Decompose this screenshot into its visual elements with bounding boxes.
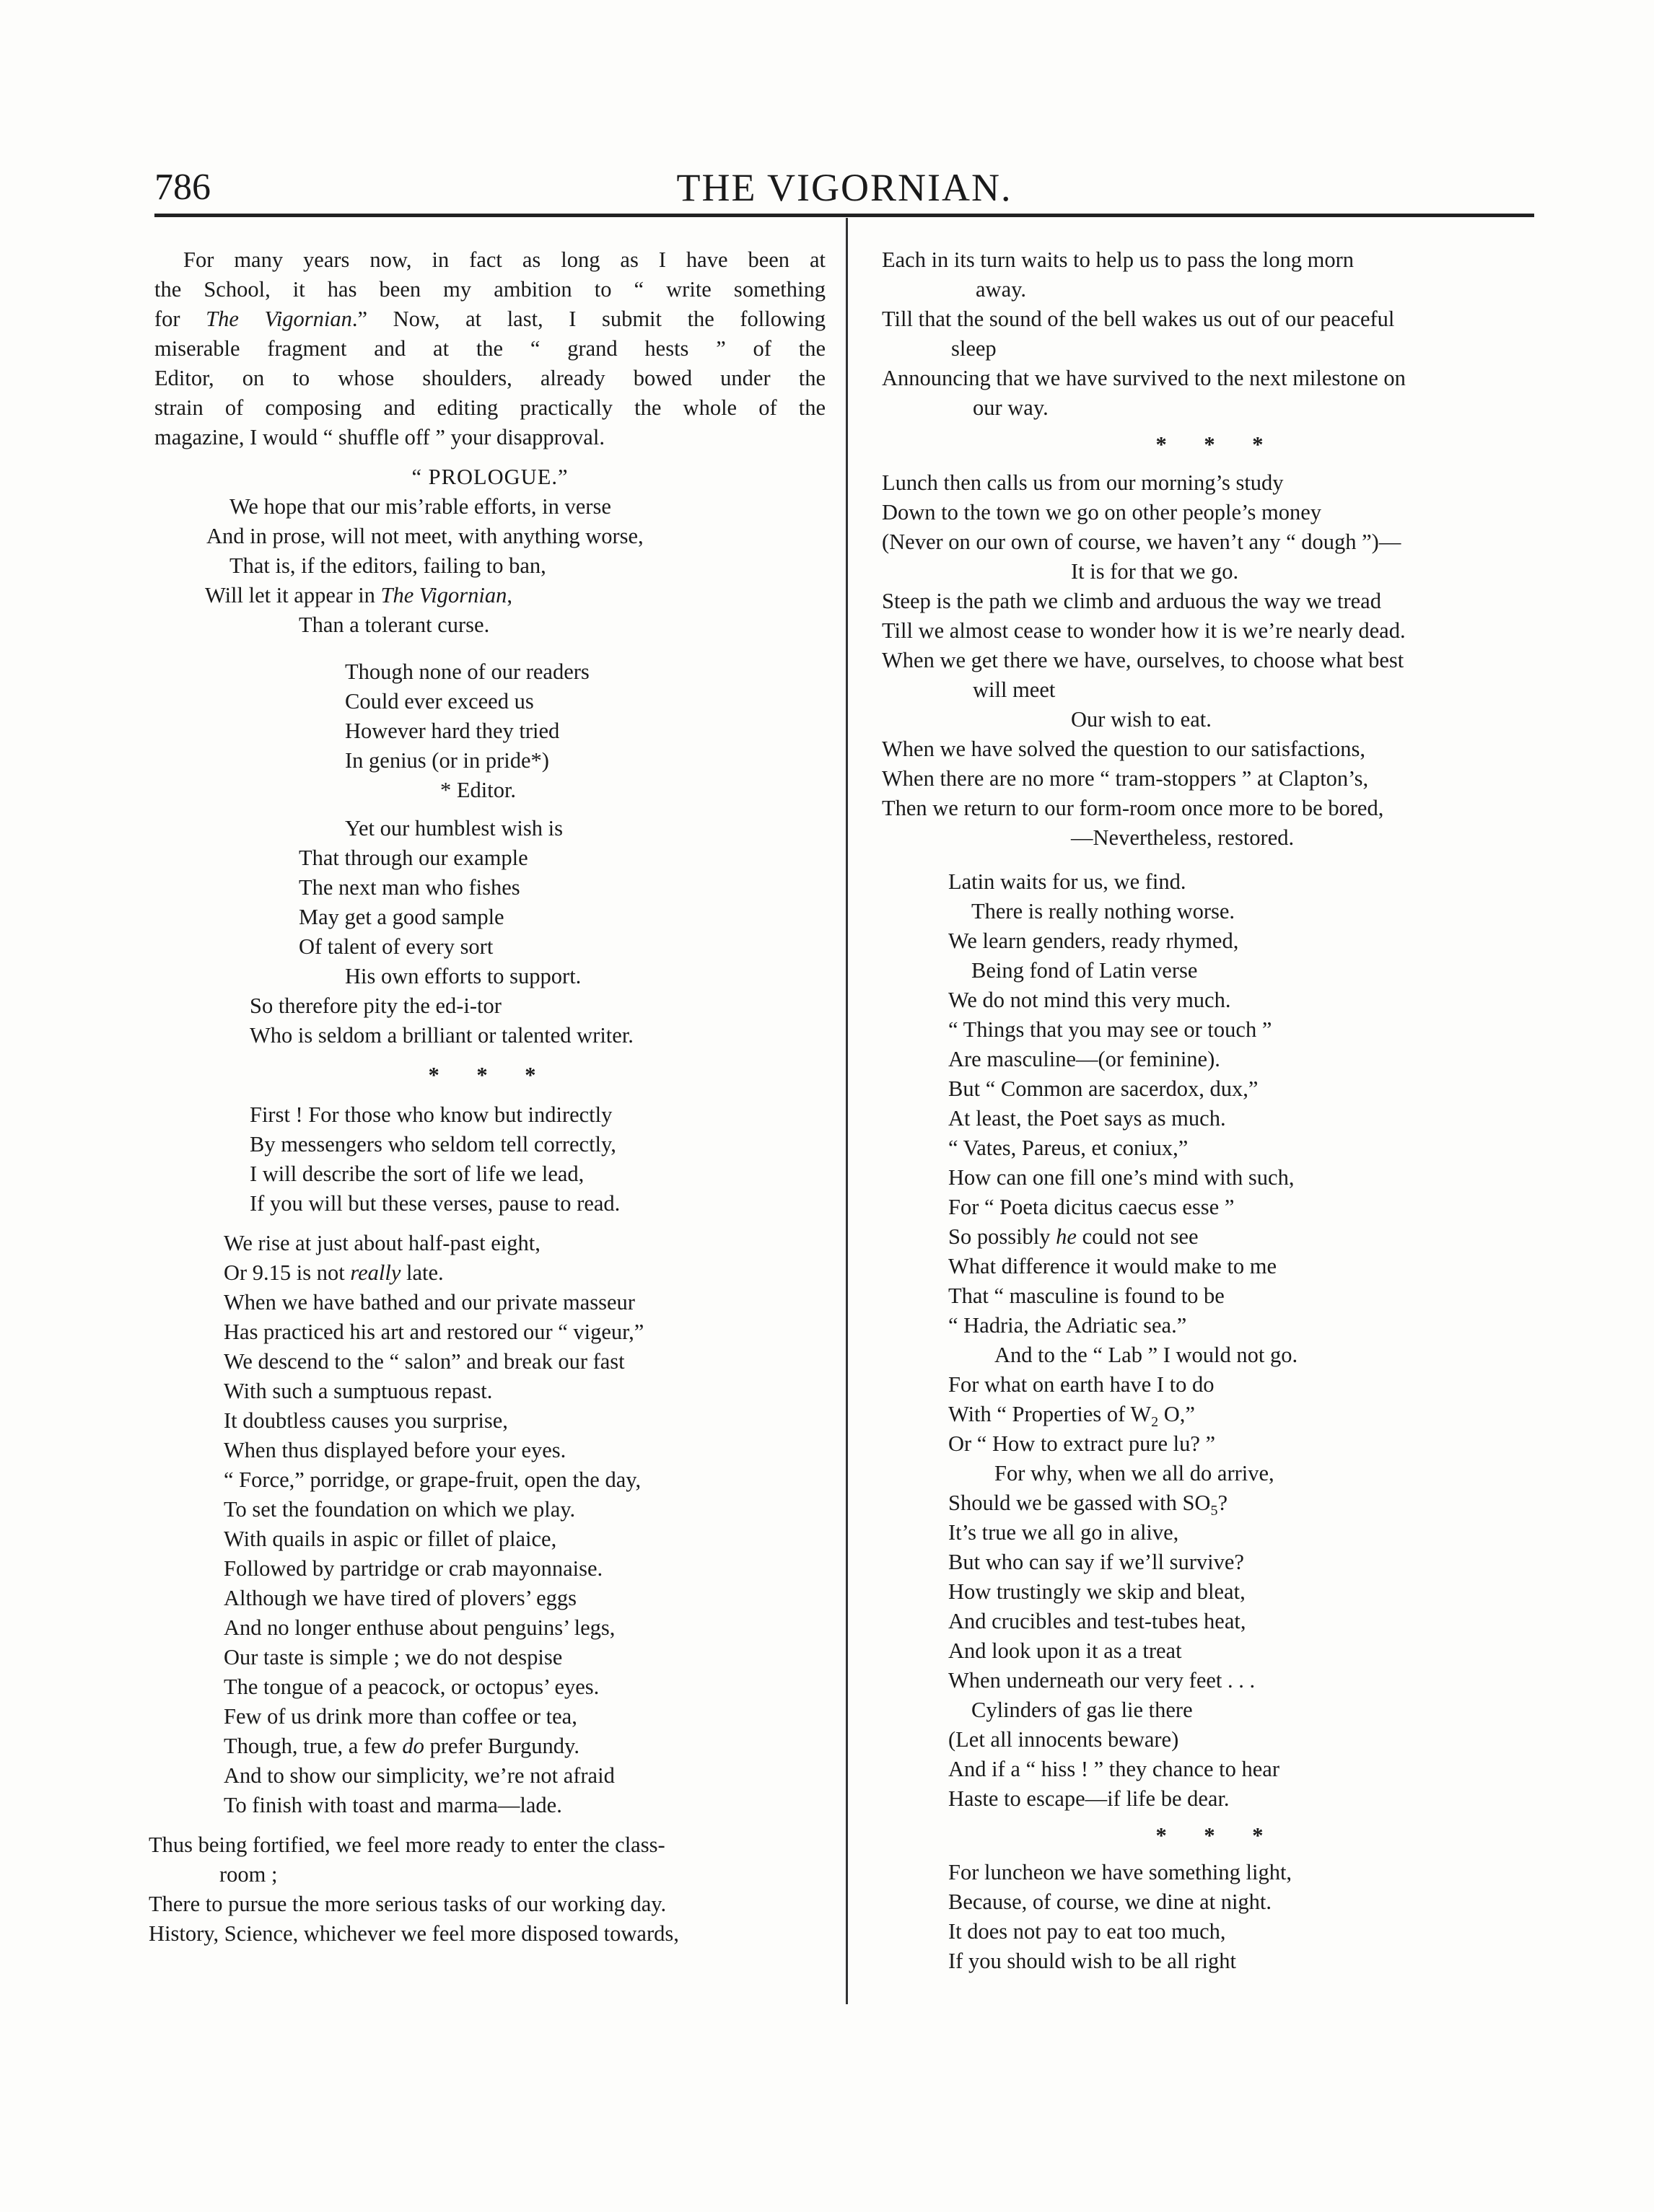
verse-line: There to pursue the more serious tasks of our working day. <box>149 1892 667 1916</box>
intro-paragraph <box>154 245 826 452</box>
verse-line: Although we have tired of plovers’ eggs <box>224 1586 577 1610</box>
prologue-heading: “ PROLOGUE.” <box>411 465 569 489</box>
verse-line: When we have bathed and our private masseur <box>224 1290 635 1315</box>
verse-line: And crucibles and test-tubes heat, <box>948 1609 1246 1633</box>
left-column <box>149 245 826 1949</box>
prologue-stanza <box>154 657 826 776</box>
verse-line: Then we return to our form-room once more to be bored, <box>882 796 1384 820</box>
verse-line: I will describe the sort of life we lead, <box>250 1162 585 1186</box>
verse-line: Our taste is simple ; we do not despise <box>224 1645 563 1669</box>
page-number: 786 <box>154 167 211 208</box>
verse-line: It doubtless causes you surprise, <box>224 1408 508 1433</box>
verse-line: We hope that our mis’rable efforts, in verse <box>229 494 611 519</box>
verse-line: Our wish to eat. <box>1071 707 1212 732</box>
verse-line: How trustingly we skip and bleat, <box>948 1579 1246 1604</box>
verse-line: However hard they tried <box>345 719 560 743</box>
prologue-stanza <box>154 814 826 1050</box>
breakfast-stanza <box>154 1229 826 1820</box>
verse-line: With quails in aspic or fillet of plaice, <box>224 1527 557 1551</box>
verse-line: Haste to escape—if life be dear. <box>948 1786 1230 1811</box>
verse-line: Though, true, a few do prefer Burgundy. <box>224 1734 579 1758</box>
verse-line: sleep <box>951 336 997 361</box>
verse-line: Yet our humblest wish is <box>345 816 563 841</box>
verse-line: For “ Poeta dicitus caecus esse ” <box>948 1195 1235 1219</box>
journal-title: THE VIGORNIAN. <box>676 166 1012 209</box>
verse-line: History, Science, whichever we feel more disposed towards, <box>149 1921 679 1946</box>
verse-line: That is, if the editors, failing to ban, <box>229 553 546 578</box>
verse-line: Announcing that we have survived to the next milestone on <box>882 366 1406 390</box>
verse-line: When there are no more “ tram-stoppers ” at Clapton’s, <box>882 766 1369 791</box>
verse-line: It does not pay to eat too much, <box>948 1919 1226 1944</box>
verse-line: That through our example <box>299 846 528 870</box>
verse-line: When we have solved the question to our satisfactions, <box>882 737 1365 761</box>
verse-line: We descend to the “ salon” and break our fast <box>224 1349 625 1374</box>
verse-line: Will let it appear in The Vigornian, <box>205 583 512 607</box>
lunch-stanza <box>882 468 1553 853</box>
verse-line: When underneath our very feet . . . <box>948 1668 1256 1693</box>
prologue-stanza <box>154 492 826 640</box>
header-rule <box>154 214 1534 217</box>
verse-line: If you will but these verses, pause to read. <box>250 1191 621 1216</box>
verse-line: The next man who fishes <box>299 875 520 900</box>
verse-line: We do not mind this very much. <box>948 988 1231 1012</box>
verse-line: But who can say if we’ll survive? <box>948 1550 1244 1574</box>
verse-line: The tongue of a peacock, or octopus’ eyes. <box>224 1675 600 1699</box>
verse-line: And in prose, will not meet, with anything worse, <box>206 524 644 548</box>
intro-line: miserable fragment and at the “ grand hests ” of the <box>154 336 826 361</box>
verse-line: Because, of course, we dine at night. <box>948 1890 1272 1914</box>
verse-line: “ Hadria, the Adriatic sea.” <box>948 1313 1187 1338</box>
verse-line: Though none of our readers <box>345 659 590 684</box>
verse-line: Till we almost cease to wonder how it is we’re nearly dead. <box>882 618 1406 643</box>
verse-line: Steep is the path we climb and arduous the way we tread <box>882 589 1381 613</box>
verse-line: It’s true we all go in alive, <box>948 1520 1179 1545</box>
verse-line: Latin waits for us, we find. <box>948 869 1186 894</box>
verse-line: Being fond of Latin verse <box>971 958 1198 983</box>
verse-line: His own efforts to support. <box>345 964 582 988</box>
verse-line: And to the “ Lab ” I would not go. <box>994 1343 1298 1367</box>
right-column <box>882 245 1553 1976</box>
section-separator: * * * <box>428 1063 552 1087</box>
verse-line: away. <box>976 277 1026 302</box>
verse-line: Or “ How to extract pure lu? ” <box>948 1431 1216 1456</box>
verse-line: “ Force,” porridge, or grape-fruit, open the day, <box>224 1467 642 1492</box>
intro-line: magazine, I would “ shuffle off ” your disapproval. <box>154 425 605 449</box>
verse-line: When we get there we have, ourselves, to choose what best <box>882 648 1404 672</box>
verse-line: Are masculine—(or feminine). <box>948 1047 1220 1071</box>
verse-line: Till that the sound of the bell wakes us out of our peaceful <box>882 307 1395 331</box>
verse-line: —Nevertheless, restored. <box>1071 825 1295 850</box>
verse-line: Who is seldom a brilliant or talented writer. <box>250 1023 634 1048</box>
luncheon-stanza <box>882 1858 1553 1976</box>
intro-line: Editor, on to whose shoulders, already bowed under the <box>154 366 826 390</box>
fortified-stanza <box>149 1830 826 1949</box>
verse-line: Thus being fortified, we feel more ready to enter the class- <box>149 1833 665 1857</box>
verse-line: And no longer enthuse about penguins’ legs, <box>224 1615 616 1640</box>
verse-line: will meet <box>973 677 1056 702</box>
verse-line: Should we be gassed with $SO_5$? <box>948 1491 1228 1519</box>
verse-line: How can one fill one’s mind with such, <box>948 1165 1295 1190</box>
section-separator: * * * <box>1155 1823 1279 1848</box>
verse-line: room ; <box>219 1862 278 1887</box>
verse-line: In genius (or in pride*) <box>345 748 549 773</box>
verse-line: But “ Common are sacerdox, dux,” <box>948 1076 1259 1101</box>
intro-line: the School, it has been my ambition to “ write something <box>154 277 826 302</box>
verse-line: When thus displayed before your eyes. <box>224 1438 566 1462</box>
verse-line: What difference it would make to me <box>948 1254 1277 1278</box>
verse-line: our way. <box>973 395 1049 420</box>
verse-line: So possibly he could not see <box>948 1224 1199 1249</box>
verse-line: And look upon it as a treat <box>948 1638 1182 1663</box>
verse-line: So therefore pity the ed-i-tor <box>250 993 502 1018</box>
verse-line: Down to the town we go on other people’s money <box>882 500 1322 525</box>
column-divider <box>846 218 848 2004</box>
turn-stanza <box>882 245 1553 423</box>
verse-line: And to show our simplicity, we’re not afraid <box>224 1763 615 1788</box>
verse-line: For luncheon we have something light, <box>948 1860 1292 1884</box>
verse-line: There is really nothing worse. <box>971 899 1235 923</box>
verse-line: With “ Properties of $W_2$ O,” <box>948 1402 1195 1431</box>
verse-line: Than a tolerant curse. <box>299 613 490 637</box>
verse-line: For what on earth have I to do <box>948 1372 1215 1397</box>
verse-line: Could ever exceed us <box>345 689 534 714</box>
verse-line: Lunch then calls us from our morning’s study <box>882 470 1284 495</box>
verse-line: And if a “ hiss ! ” they chance to hear <box>948 1757 1280 1781</box>
verse-line: We rise at just about half-past eight, <box>224 1231 541 1255</box>
intro-line: For many years now, in fact as long as I have been at <box>183 247 826 272</box>
verse-line: For why, when we all do arrive, <box>994 1461 1274 1485</box>
verse-line: May get a good sample <box>299 905 504 929</box>
verse-line: By messengers who seldom tell correctly, <box>250 1132 616 1157</box>
verse-line: “ Things that you may see or touch ” <box>948 1017 1272 1042</box>
latin-stanza <box>882 867 1553 1814</box>
verse-line: With such a sumptuous repast. <box>224 1379 493 1403</box>
verse-line: Of talent of every sort <box>299 934 494 959</box>
verse-line: If you should wish to be all right <box>948 1949 1237 1973</box>
verse-line: Each in its turn waits to help us to pass the long morn <box>882 247 1354 272</box>
verse-line: (Never on our own of course, we haven’t any “ dough ”)— <box>882 530 1401 554</box>
verse-line: Or 9.15 is not really late. <box>224 1260 444 1285</box>
verse-line: It is for that we go. <box>1071 559 1239 584</box>
section-separator: * * * <box>1155 432 1279 457</box>
verse-line: That “ masculine is found to be <box>948 1283 1225 1308</box>
verse-line: To set the foundation on which we play. <box>224 1497 576 1522</box>
verse-line: Few of us drink more than coffee or tea, <box>224 1704 577 1729</box>
verse-line: Has practiced his art and restored our “ vigeur,” <box>224 1320 644 1344</box>
verse-line: To finish with toast and marma—lade. <box>224 1793 562 1817</box>
intro-line: for The Vigornian.” Now, at last, I submit the following <box>154 307 826 331</box>
verse-line: First ! For those who know but indirectly <box>250 1102 613 1127</box>
verse-line: At least, the Poet says as much. <box>948 1106 1226 1131</box>
verse-line: We learn genders, ready rhymed, <box>948 929 1239 953</box>
verse-line: (Let all innocents beware) <box>948 1727 1179 1752</box>
intro-line: strain of composing and editing practically the whole of the <box>154 395 826 420</box>
verse-line: Followed by partridge or crab mayonnaise. <box>224 1556 603 1581</box>
first-stanza <box>154 1100 826 1219</box>
footnote: * Editor. <box>440 778 517 802</box>
verse-line: “ Vates, Pareus, et coniux,” <box>948 1136 1189 1160</box>
verse-line: Cylinders of gas lie there <box>971 1698 1193 1722</box>
